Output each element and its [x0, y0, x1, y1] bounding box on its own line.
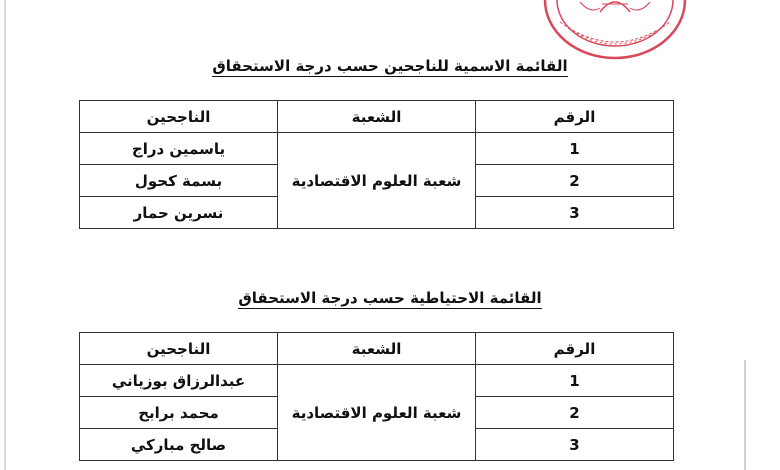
reserve-list-title: القائمة الاحتياطية حسب درجة الاستحقاق: [238, 289, 542, 307]
row-number: 2: [476, 397, 674, 429]
candidate-name: عبدالرزاق بوزياني: [80, 365, 278, 397]
table-row: [80, 365, 674, 397]
header-number: الرقم: [476, 333, 674, 365]
header-successful: الناجحين: [80, 333, 278, 365]
header-number: الرقم: [476, 101, 674, 133]
row-number: 2: [476, 165, 674, 197]
branch-cell: شعبة العلوم الاقتصادية: [278, 133, 476, 229]
candidate-name: نسرين حمار: [80, 197, 278, 229]
official-stamp-icon: [540, 0, 690, 64]
table-header-row: [80, 333, 674, 365]
main-results-table: [79, 100, 674, 229]
scan-edge: [744, 360, 746, 470]
main-list-title: القائمة الاسمية للناجحين حسب درجة الاستحقاق: [212, 57, 568, 75]
table-row: [80, 133, 674, 165]
candidate-name: صالح مباركي: [80, 429, 278, 461]
header-branch: الشعبة: [278, 333, 476, 365]
row-number: 1: [476, 365, 674, 397]
header-branch: الشعبة: [278, 101, 476, 133]
header-successful: الناجحين: [80, 101, 278, 133]
candidate-name: ياسمين دراج: [80, 133, 278, 165]
row-number: 3: [476, 197, 674, 229]
candidate-name: بسمة كحول: [80, 165, 278, 197]
row-number: 3: [476, 429, 674, 461]
table-header-row: [80, 101, 674, 133]
branch-cell: شعبة العلوم الاقتصادية: [278, 365, 476, 461]
reserve-results-table: [79, 332, 674, 461]
candidate-name: محمد برابح: [80, 397, 278, 429]
row-number: 1: [476, 133, 674, 165]
